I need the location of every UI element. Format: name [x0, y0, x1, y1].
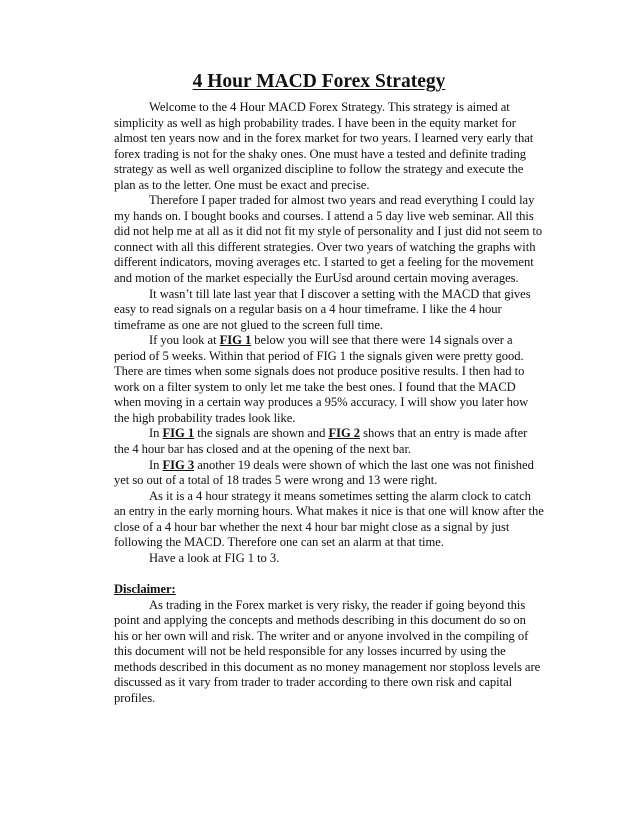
text-line: It wasn’t till late last year that I discover a setting with the MACD that gives [149, 286, 531, 301]
text-line: plan as to the letter. One must be exact and precise. [114, 177, 370, 192]
text-line: following the MACD. Therefore one can set an alarm at that time. [114, 535, 444, 550]
text-line: the 4 hour bar has closed and at the opening of the next bar. [114, 442, 412, 457]
paragraph-disclaimer [114, 597, 541, 707]
text-line: almost ten years now and in the forex market for two years. I learned very early that [114, 131, 534, 146]
text-line: methods described in this document as no money management nor stoploss levels are [114, 659, 541, 674]
text-line: simplicity as well as high probability trades. I have been in the equity market for [114, 115, 516, 130]
paragraph-fig1 [114, 333, 529, 426]
text-line: yet so out of a total of 18 trades 5 were wrong and 13 were right. [114, 473, 438, 488]
text-run: below you will see that there were 14 signals over a [251, 333, 513, 348]
text-line [114, 426, 528, 442]
text-line: discussed as it vary from trader to trader according to there own risk and capital [114, 675, 513, 690]
paragraph-look [114, 551, 524, 567]
text-run: In [149, 457, 163, 472]
paragraph-timing [114, 488, 544, 551]
text-line: and motion of the market especially the EurUsd around certain moving averages. [114, 271, 519, 286]
text-run: shows that an entry is made after [360, 426, 528, 441]
paragraph-discovery [114, 286, 531, 334]
fig-2-reference: FIG 2 [328, 426, 361, 441]
paragraph-fig3 [114, 457, 534, 489]
text-line: Welcome to the 4 Hour MACD Forex Strategy. This strategy is aimed at [149, 100, 510, 114]
document-body [114, 100, 544, 706]
text-line: work on a filter system to only let me take the best ones. I found that the MACD [114, 379, 516, 394]
text-run: the signals are shown and [194, 426, 329, 441]
text-line: As trading in the Forex market is very risky, the reader if going beyond this [149, 597, 526, 612]
text-line: Have a look at FIG 1 to 3. [149, 550, 280, 565]
text-line: an entry in the early morning hours. What makes it nice is that one will know after the [114, 504, 544, 519]
text-line: when moving in a certain way produces a 95% accuracy. I will show you later how [114, 395, 529, 410]
text-line: his or her own will and risk. The writer and or anyone involved in the compiling of [114, 628, 529, 643]
text-line: As it is a 4 hour strategy it means sometimes setting the alarm clock to catch [149, 488, 531, 503]
text-line: my hands on. I bought books and courses. I attend a 5 day live web seminar. All this [114, 208, 534, 223]
text-line: point and applying the concepts and methods describing in this document do so on [114, 613, 526, 628]
text-line: different indicators, moving averages etc. I started to get a feeling for the movement [114, 255, 534, 270]
text-line: this document will not be held responsible for any losses incurred by using the [114, 644, 506, 659]
text-line: forex trading is not for the shaky ones. One must have a tested and definite trading [114, 146, 526, 161]
text-line [114, 457, 534, 474]
document-title: 4 Hour MACD Forex Strategy [192, 71, 446, 92]
text-line: did not help me at all as it did not fit my style of personality and I just did not seem to [114, 224, 543, 239]
text-line [114, 333, 524, 349]
text-line: strategy as well as well organized discipline to follow the strategy and execute the [114, 162, 524, 177]
fig-1-reference: FIG 1 [219, 333, 252, 348]
paragraph-intro [114, 100, 534, 193]
text-run: another 19 deals were shown of which the last one was not finished [194, 457, 534, 472]
text-run: If you look at [149, 333, 220, 348]
text-line: There are times when some signals does not produce positive results. I then had to [114, 364, 525, 379]
disclaimer-heading: Disclaimer: [114, 581, 176, 596]
text-line: connect with all this different strategies. Over two years of watching the graphs with [114, 239, 536, 254]
paragraph-background [114, 193, 543, 286]
text-line: timeframe as one are not glued to the screen full time. [114, 317, 383, 332]
text-line: close of a 4 hour bar whether the next 4 hour bar might close as a signal by just [114, 519, 510, 534]
text-run: In [149, 426, 163, 441]
fig-3-reference: FIG 3 [162, 457, 195, 472]
text-line: easy to read signals on a regular basis on a 4 hour timeframe. I like the 4 hour [114, 302, 502, 317]
text-line: Therefore I paper traded for almost two years and read everything I could lay [149, 193, 535, 208]
text-line: the high probability trades look like. [114, 410, 296, 425]
paragraph-fig2 [114, 426, 528, 457]
fig-1-reference: FIG 1 [162, 426, 195, 441]
text-line: profiles. [114, 690, 156, 705]
text-line: period of 5 weeks. Within that period of FIG 1 the signals given were pretty good. [114, 348, 524, 363]
